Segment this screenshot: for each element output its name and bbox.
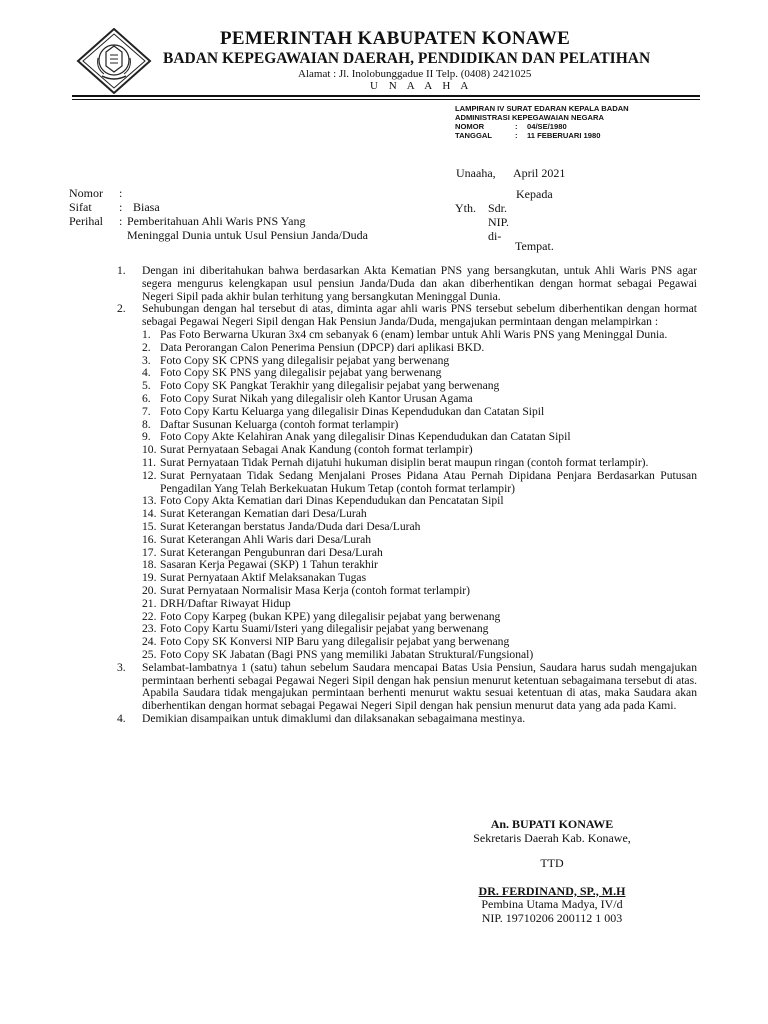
meta-sifat-value: Biasa — [133, 200, 160, 214]
attachment-item-text: Foto Copy Kartu Keluarga yang dilegalisir Dinas Kependudukan dan Catatan Sipil — [160, 404, 545, 418]
attachment-item-number: 7. — [142, 404, 151, 418]
attachment-item-number: 9. — [142, 430, 151, 444]
attachment-item-number: 2. — [142, 340, 151, 354]
lampiran-nomor-row — [455, 122, 629, 131]
paragraph-text: Demikian disampaikan untuk dimaklumi dan dilaksanakan sebagaimana mestinya. — [142, 711, 526, 725]
attachment-item — [142, 534, 697, 547]
attachment-item-number: 16. — [142, 532, 157, 546]
attachment-list — [117, 329, 697, 662]
lampiran-colon: : — [515, 122, 518, 131]
meta-colon: : — [119, 200, 123, 214]
recipient-di: di- — [488, 229, 502, 243]
lampiran-line2: ADMINISTRASI KEPEGAWAIAN NEGARA — [455, 113, 604, 122]
paragraph-text: Dengan ini diberitahukan bahwa berdasarkan Akta Kematian PNS yang bersangkutan, untuk Ahli Waris PNS agar segera mengurus kelengkapan usul pensiun Janda/Duda dan akan diberhentikan dengan hormat sebagai Pegawai Negeri Sipil pada akhir bulan terhitung yang bersangkutan Meninggal Dunia. — [142, 264, 697, 303]
attachment-item-text: Foto Copy Kartu Suami/Isteri yang dilegalisir pejabat yang berwenang — [160, 622, 489, 636]
attachment-item-number: 22. — [142, 609, 157, 623]
attachment-item-text: Foto Copy Karpeg (bukan KPE) yang dilegalisir pejabat yang berwenang — [160, 609, 501, 623]
signature-block — [442, 818, 662, 925]
recipient-nip: NIP. — [488, 215, 510, 229]
attachment-item-text: Foto Copy SK Konversi NIP Baru yang dilegalisir pejabat yang berwenang — [160, 635, 510, 649]
meta-nomor-label: Nomor — [69, 186, 103, 200]
paragraph-number: 2. — [117, 302, 126, 316]
attachment-item-text: Surat Pernyataan Sebagai Anak Kandung (contoh format terlampir) — [160, 443, 473, 457]
header-rule-thin — [72, 99, 700, 100]
attachment-item-number: 3. — [142, 353, 151, 367]
attachment-item-text: Surat Pernyataan Tidak Pernah dijatuhi hukuman disiplin berat maupun ringan (contoh format terlampir). — [160, 455, 649, 469]
attachment-item-text: Data Perorangan Calon Penerima Pensiun (DPCP) dari aplikasi BKD. — [160, 340, 485, 354]
paragraph-number: 1. — [117, 264, 126, 277]
signature-position: Sekretaris Daerah Kab. Konawe, — [473, 830, 631, 845]
attachment-item — [142, 393, 697, 406]
attachment-item — [142, 521, 697, 534]
paragraph-4 — [117, 713, 697, 726]
attachment-item-text: Foto Copy Surat Nikah yang dilegalisir oleh Kantor Urusan Agama — [160, 391, 473, 405]
attachment-item-text: Surat Pernyataan Normalisir Masa Kerja (contoh format terlampir) — [160, 583, 471, 597]
meta-perihal-row2 — [69, 228, 368, 242]
paragraph-2 — [117, 303, 697, 329]
attachment-item-text: Sasaran Kerja Pegawai (SKP) 1 Tahun terakhir — [160, 558, 378, 572]
lampiran-tanggal-row — [455, 131, 629, 140]
attachment-item — [142, 342, 697, 355]
meta-perihal-row — [69, 214, 368, 228]
kop-agency-title: BADAN KEPEGAWAIAN DAERAH, PENDIDIKAN DAN PELATIHAN — [163, 50, 651, 67]
kop-city: U N A A H A — [370, 80, 473, 92]
attachment-item-number: 23. — [142, 622, 157, 636]
attachment-item — [142, 406, 697, 419]
signature-rank: Pembina Utama Madya, IV/d — [481, 897, 623, 911]
attachment-item-text: Surat Keterangan Ahli Waris dari Desa/Lurah — [160, 532, 372, 546]
paragraph-number: 3. — [117, 660, 126, 674]
kop-address: Alamat : Jl. Inolobunggadue II Telp. (0408) 2421025 — [298, 68, 532, 80]
lampiran-nomor-label: NOMOR — [455, 122, 485, 131]
attachment-item-number: 1. — [142, 327, 151, 341]
lampiran-block — [455, 104, 629, 140]
meta-perihal-line2: Meninggal Dunia untuk Usul Pensiun Janda/Duda — [127, 228, 368, 242]
meta-sifat-row — [69, 200, 368, 214]
attachment-item-text: Foto Copy SK PNS yang dilegalisir pejabat yang berwenang — [160, 366, 442, 380]
lampiran-colon: : — [515, 131, 518, 140]
attachment-item-text: Surat Keterangan Pengubunran dari Desa/Lurah — [160, 545, 383, 559]
attachment-item-number: 13. — [142, 494, 157, 508]
recipient-yth: Yth. — [455, 201, 476, 215]
attachment-item — [142, 572, 697, 585]
letter-meta — [69, 186, 368, 242]
signature-ttd: TTD — [540, 856, 564, 870]
header-rule-thick — [72, 95, 700, 97]
attachment-item — [142, 598, 697, 611]
attachment-item-text: Foto Copy Akte Kelahiran Anak yang dilegalisir Dinas Kependudukan dan Catatan Sipil — [160, 430, 571, 444]
attachment-item-number: 14. — [142, 507, 157, 521]
attachment-item-number: 15. — [142, 519, 157, 533]
attachment-item-number: 20. — [142, 583, 157, 597]
letter-date: Unaaha, April 2021 — [456, 166, 566, 180]
paragraph-number: 4. — [117, 711, 126, 725]
attachment-item-number: 18. — [142, 558, 157, 572]
meta-colon: : — [119, 214, 123, 228]
attachment-item-text: Foto Copy Akta Kematian dari Dinas Kependudukan dan Pencatatan Sipil — [160, 494, 504, 508]
konawe-emblem-logo — [76, 28, 152, 94]
recipient-sdr: Sdr. — [488, 201, 508, 215]
attachment-item-number: 12. — [142, 468, 157, 482]
attachment-item-text: DRH/Daftar Riwayat Hidup — [160, 596, 291, 610]
attachment-item-text: Surat Keterangan Kematian dari Desa/Lurah — [160, 507, 367, 521]
attachment-item-number: 10. — [142, 443, 157, 457]
letter-body — [117, 265, 697, 726]
attachment-item-text: Foto Copy SK Jabatan (Bagi PNS yang memiliki Jabatan Struktural/Fungsional) — [160, 647, 534, 661]
attachment-item-number: 4. — [142, 366, 151, 380]
attachment-item — [142, 329, 697, 342]
attachment-item — [142, 470, 697, 496]
attachment-item-number: 25. — [142, 647, 157, 661]
kop-government-title: PEMERINTAH KABUPATEN KONAWE — [220, 28, 571, 49]
attachment-item-text: Surat Pernyataan Aktif Melaksanakan Tugas — [160, 571, 367, 585]
meta-perihal-label: Perihal — [69, 214, 103, 228]
attachment-item-number: 11. — [142, 455, 157, 469]
signature-name: DR. FERDINAND, SP., M.H — [478, 883, 626, 898]
attachment-item-number: 8. — [142, 417, 151, 431]
attachment-item-text: Daftar Susunan Keluarga (contoh format terlampir) — [160, 417, 399, 431]
lampiran-tanggal-value: 11 FEBERUARI 1980 — [527, 131, 601, 140]
meta-sifat-label: Sifat — [69, 200, 92, 214]
lampiran-nomor-value: 04/SE/1980 — [527, 122, 567, 131]
paragraph-3 — [117, 662, 697, 713]
attachment-item-number: 6. — [142, 391, 151, 405]
attachment-item-text: Pas Foto Berwarna Ukuran 3x4 cm sebanyak 6 (enam) lembar untuk Ahli Waris PNS yang Meninggal Dunia. — [160, 327, 668, 341]
recipient-kepada: Kepada — [516, 187, 553, 201]
attachment-item — [142, 649, 697, 662]
attachment-item-text: Surat Pernyataan Tidak Sedang Menjalani Proses Pidana Atau Pernah Dipidana Penjara Berdasarkan Putusan Pengadilan Yang Telah Berkekuatan Hukum Tetap (contoh format terlampir) — [160, 468, 697, 495]
attachment-item — [142, 585, 697, 598]
recipient-tempat: Tempat. — [515, 239, 554, 253]
attachment-item-text: Foto Copy SK CPNS yang dilegalisir pejabat yang berwenang — [160, 353, 450, 367]
attachment-item-text: Foto Copy SK Pangkat Terakhir yang dilegalisir pejabat yang berwenang — [160, 379, 500, 393]
lampiran-tanggal-label: TANGGAL — [455, 131, 492, 140]
attachment-item-number: 5. — [142, 379, 151, 393]
attachment-item-number: 17. — [142, 545, 157, 559]
signature-on-behalf: An. BUPATI KONAWE — [490, 817, 614, 831]
signature-nip: NIP. 19710206 200112 1 003 — [481, 910, 623, 925]
attachment-item-number: 24. — [142, 635, 157, 649]
attachment-item-number: 19. — [142, 571, 157, 585]
lampiran-line1: LAMPIRAN IV SURAT EDARAN KEPALA BADAN — [455, 104, 629, 113]
paragraph-text: Sehubungan dengan hal tersebut di atas, diminta agar ahli waris PNS tersebut sebelum diberhentikan dengan hormat sebagai Pegawai Negeri Sipil dengan Hak Pensiun Janda/Duda, mengajukan permintaan dengan melampirkan : — [142, 302, 697, 329]
paragraph-1 — [117, 265, 697, 303]
attachment-item-number: 21. — [142, 596, 157, 610]
attachment-item — [142, 457, 697, 470]
meta-perihal-line1: Pemberitahuan Ahli Waris PNS Yang — [127, 214, 306, 228]
attachment-item — [142, 636, 697, 649]
attachment-item-text: Surat Keterangan berstatus Janda/Duda dari Desa/Lurah — [160, 519, 421, 533]
meta-nomor-row — [69, 186, 368, 200]
paragraph-text: Selambat-lambatnya 1 (satu) tahun sebelum Saudara mencapai Batas Usia Pensiun, Saudara harus sudah mengajukan permintaan berhenti sebagai Pegawai Negeri Sipil dengan hak pensiun menurut ketentuan sebagaimana tersebut di atas. Apabila Saudara tidak mengajukan permintaan berhenti menurut waktu sesuai ketentuan di atas, maka Saudara akan diberhentikan dengan hormat sebagai Pegawai Negeri Sipil dengan hak pensiun menurut data yang ada pada Kami. — [142, 660, 697, 713]
meta-colon: : — [119, 186, 123, 200]
